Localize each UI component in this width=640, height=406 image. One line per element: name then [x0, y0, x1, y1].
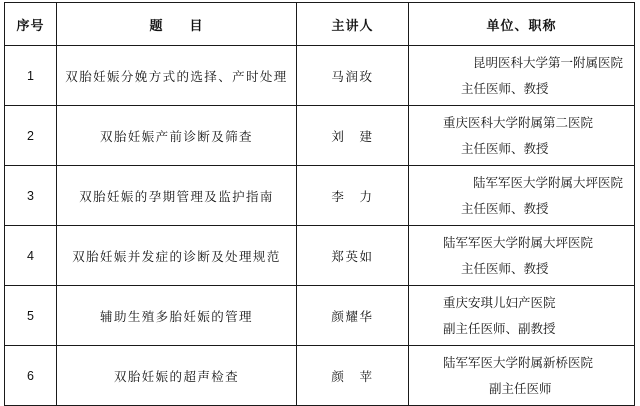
- row-unit: [409, 226, 635, 286]
- row-number: 2: [5, 106, 57, 166]
- row-topic: 双胎妊娠的孕期管理及监护指南: [57, 166, 297, 226]
- row-unit: [409, 106, 635, 166]
- row-number: 6: [5, 346, 57, 406]
- header-topic: [57, 3, 297, 46]
- row-unit: [409, 286, 635, 346]
- row-speaker: 刘 建: [297, 106, 409, 166]
- row-unit: [409, 46, 635, 106]
- header-topic-char-2: 目: [189, 18, 204, 34]
- row-topic: 双胎妊娠产前诊断及筛查: [57, 106, 297, 166]
- row-unit-title: 主任医师、教授: [461, 260, 549, 276]
- row-number: 4: [5, 226, 57, 286]
- row-number: 3: [5, 166, 57, 226]
- row-speaker: 李 力: [297, 166, 409, 226]
- row-topic: 双胎妊娠的超声检查: [57, 346, 297, 406]
- row-unit: [409, 346, 635, 406]
- row-unit-title: 主任医师、教授: [461, 140, 549, 156]
- lecture-schedule-table: [4, 2, 635, 406]
- row-unit: [409, 166, 635, 226]
- row-speaker: 颜耀华: [297, 286, 409, 346]
- table-row: [5, 106, 635, 166]
- table-row: [5, 286, 635, 346]
- table-row: [5, 166, 635, 226]
- table-header: [5, 3, 635, 46]
- row-number: 1: [5, 46, 57, 106]
- row-number: 5: [5, 286, 57, 346]
- table-body: [5, 46, 635, 406]
- row-unit-institution: 陆军军医大学附属新桥医院: [443, 354, 594, 370]
- row-unit-title: 主任医师、教授: [461, 200, 549, 216]
- table-row: [5, 226, 635, 286]
- row-speaker: 颜 苹: [297, 346, 409, 406]
- row-unit-institution: 重庆安琪儿妇产医院: [443, 294, 556, 310]
- header-speaker: 主讲人: [297, 3, 409, 46]
- row-speaker: 马润玫: [297, 46, 409, 106]
- row-unit-institution: 陆军军医大学附属大坪医院: [443, 234, 594, 250]
- row-topic: 双胎妊娠并发症的诊断及处理规范: [57, 226, 297, 286]
- row-speaker: 郑英如: [297, 226, 409, 286]
- row-topic: 辅助生殖多胎妊娠的管理: [57, 286, 297, 346]
- header-topic-char-1: 题: [149, 18, 164, 34]
- row-unit-institution: 重庆医科大学附属第二医院: [443, 114, 594, 130]
- table-row: [5, 46, 635, 106]
- row-unit-institution: 昆明医科大学第一附属医院: [473, 54, 624, 70]
- table-row: [5, 346, 635, 406]
- header-number: 序号: [5, 3, 57, 46]
- header-unit: 单位、职称: [409, 3, 635, 46]
- row-unit-title: 副主任医师: [489, 380, 552, 396]
- row-topic: 双胎妊娠分娩方式的选择、产时处理: [57, 46, 297, 106]
- row-unit-title: 副主任医师、副教授: [443, 320, 556, 336]
- row-unit-institution: 陆军军医大学附属大坪医院: [473, 174, 624, 190]
- row-unit-title: 主任医师、教授: [461, 80, 549, 96]
- header-row: [5, 3, 635, 46]
